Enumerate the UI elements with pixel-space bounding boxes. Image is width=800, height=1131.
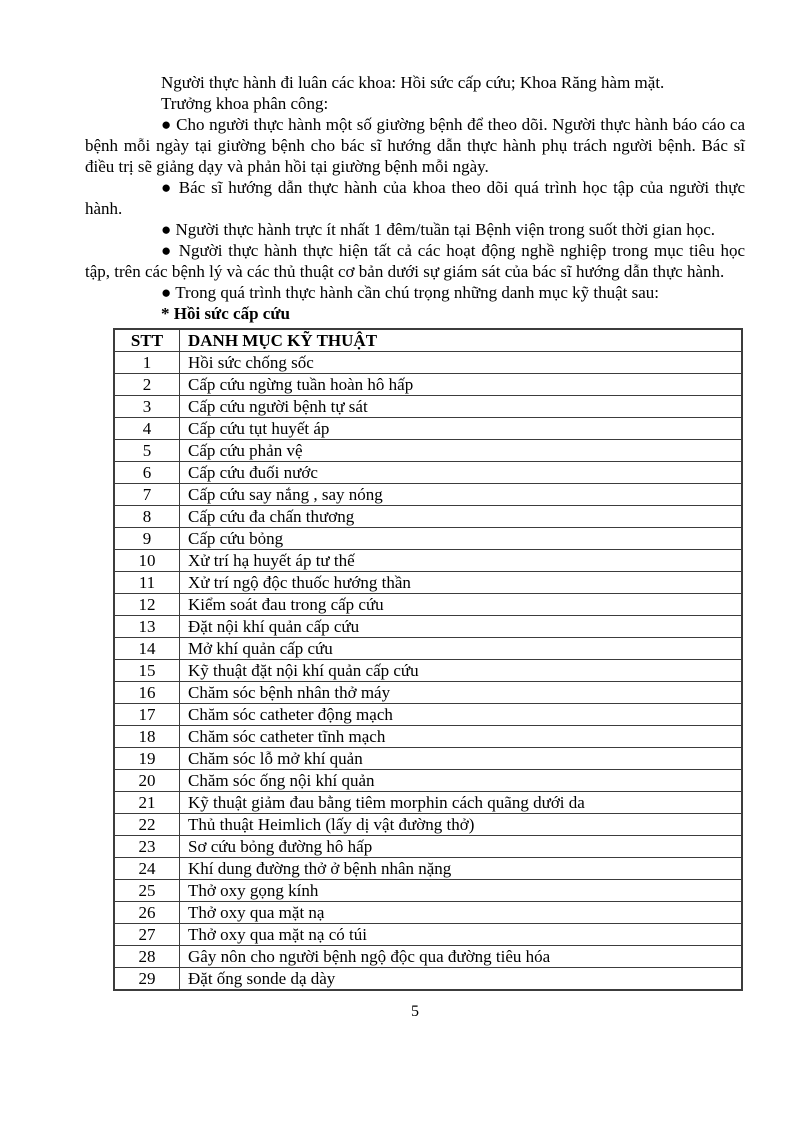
paragraph: ● Trong quá trình thực hành cần chú trọng những danh mục kỹ thuật sau: [161,283,660,302]
intro-paragraphs [85,72,745,303]
row-name-cell: Cấp cứu say nắng , say nóng [180,484,743,506]
row-name-cell: Chăm sóc lỗ mở khí quản [180,748,743,770]
row-number-cell: 3 [114,396,180,418]
row-name-cell: Chăm sóc ống nội khí quản [180,770,743,792]
paragraph: Trưởng khoa phân công: [161,94,329,113]
row-number-cell: 29 [114,968,180,991]
table-row [114,638,742,660]
row-number-cell: 22 [114,814,180,836]
row-number-cell: 4 [114,418,180,440]
table-row [114,440,742,462]
table-row [114,682,742,704]
table-row [114,616,742,638]
row-number-cell: 25 [114,880,180,902]
row-number-cell: 13 [114,616,180,638]
paragraph: ● Cho người thực hành một số giường bệnh để theo dõi. Người thực hành báo cáo ca bệnh mỗi ngày tại giường bệnh cho bác sĩ hướng dẫn thực hành phụ trách người bệnh. Bác sĩ điều trị sẽ giảng dạy và phản hồi tại giường bệnh mỗi ngày. [85,115,745,176]
row-number-cell: 1 [114,352,180,374]
table-row [114,594,742,616]
row-name-cell: Kiểm soát đau trong cấp cứu [180,594,743,616]
table-row [114,462,742,484]
row-name-cell: Thở oxy gọng kính [180,880,743,902]
table-row [114,770,742,792]
row-name-cell: Thủ thuật Heimlich (lấy dị vật đường thở) [180,814,743,836]
table-row [114,748,742,770]
table-row [114,858,742,880]
row-name-cell: Cấp cứu ngừng tuần hoàn hô hấp [180,374,743,396]
table-header-row [114,329,742,352]
row-number-cell: 20 [114,770,180,792]
row-name-cell: Đặt ống sonde dạ dày [180,968,743,991]
row-name-cell: Đặt nội khí quản cấp cứu [180,616,743,638]
table-row [114,968,742,991]
table-row [114,396,742,418]
table-row [114,880,742,902]
row-number-cell: 28 [114,946,180,968]
row-name-cell: Cấp cứu đuối nước [180,462,743,484]
row-name-cell: Chăm sóc bệnh nhân thở máy [180,682,743,704]
table-row [114,374,742,396]
row-number-cell: 23 [114,836,180,858]
header-cell-stt: STT [114,329,180,352]
paragraph: ● Người thực hành thực hiện tất cả các hoạt động nghề nghiệp trong mục tiêu học tập, trên các bệnh lý và các thủ thuật cơ bản dưới sự giám sát của bác sĩ hướng dẫn thực hành. [85,241,745,281]
row-name-cell: Gây nôn cho người bệnh ngộ độc qua đường tiêu hóa [180,946,743,968]
table-row [114,924,742,946]
row-name-cell: Chăm sóc catheter tĩnh mạch [180,726,743,748]
row-number-cell: 21 [114,792,180,814]
table-row [114,792,742,814]
row-number-cell: 8 [114,506,180,528]
row-number-cell: 5 [114,440,180,462]
table-row [114,572,742,594]
row-name-cell: Xử trí ngộ độc thuốc hướng thần [180,572,743,594]
table-row [114,946,742,968]
table-row [114,528,742,550]
table-row [114,352,742,374]
row-number-cell: 9 [114,528,180,550]
table-header [114,329,742,352]
header-cell-name: DANH MỤC KỸ THUẬT [180,329,743,352]
row-number-cell: 6 [114,462,180,484]
table-row [114,704,742,726]
technique-table [113,328,743,991]
row-number-cell: 15 [114,660,180,682]
table-row [114,506,742,528]
row-name-cell: Thở oxy qua mặt nạ [180,902,743,924]
paragraph: ● Bác sĩ hướng dẫn thực hành của khoa theo dõi quá trình học tập của người thực hành. [85,178,745,218]
table-row [114,836,742,858]
row-number-cell: 19 [114,748,180,770]
row-number-cell: 27 [114,924,180,946]
row-name-cell: Mở khí quản cấp cứu [180,638,743,660]
section-heading: * Hồi sức cấp cứu [161,304,291,323]
table-row [114,550,742,572]
row-name-cell: Khí dung đường thở ở bệnh nhân nặng [180,858,743,880]
page-number: 5 [411,1003,419,1020]
row-name-cell: Hồi sức chống sốc [180,352,743,374]
row-name-cell: Cấp cứu bỏng [180,528,743,550]
table-row [114,814,742,836]
row-number-cell: 14 [114,638,180,660]
row-number-cell: 2 [114,374,180,396]
table-row [114,418,742,440]
row-number-cell: 18 [114,726,180,748]
table-row [114,902,742,924]
row-name-cell: Sơ cứu bỏng đường hô hấp [180,836,743,858]
row-name-cell: Chăm sóc catheter động mạch [180,704,743,726]
table-row [114,660,742,682]
row-number-cell: 26 [114,902,180,924]
row-name-cell: Cấp cứu người bệnh tự sát [180,396,743,418]
table-row [114,726,742,748]
row-name-cell: Xử trí hạ huyết áp tư thế [180,550,743,572]
row-number-cell: 10 [114,550,180,572]
row-number-cell: 7 [114,484,180,506]
row-name-cell: Thở oxy qua mặt nạ có túi [180,924,743,946]
row-number-cell: 24 [114,858,180,880]
row-number-cell: 12 [114,594,180,616]
row-name-cell: Cấp cứu tụt huyết áp [180,418,743,440]
row-name-cell: Cấp cứu đa chấn thương [180,506,743,528]
row-number-cell: 17 [114,704,180,726]
row-name-cell: Kỹ thuật giảm đau bằng tiêm morphin cách quãng dưới da [180,792,743,814]
table-body [114,352,742,991]
paragraph: Người thực hành đi luân các khoa: Hồi sức cấp cứu; Khoa Răng hàm mặt. [161,73,665,92]
row-number-cell: 11 [114,572,180,594]
paragraph: ● Người thực hành trực ít nhất 1 đêm/tuần tại Bệnh viện trong suốt thời gian học. [161,220,715,239]
table-row [114,484,742,506]
row-name-cell: Kỹ thuật đặt nội khí quản cấp cứu [180,660,743,682]
row-name-cell: Cấp cứu phản vệ [180,440,743,462]
row-number-cell: 16 [114,682,180,704]
